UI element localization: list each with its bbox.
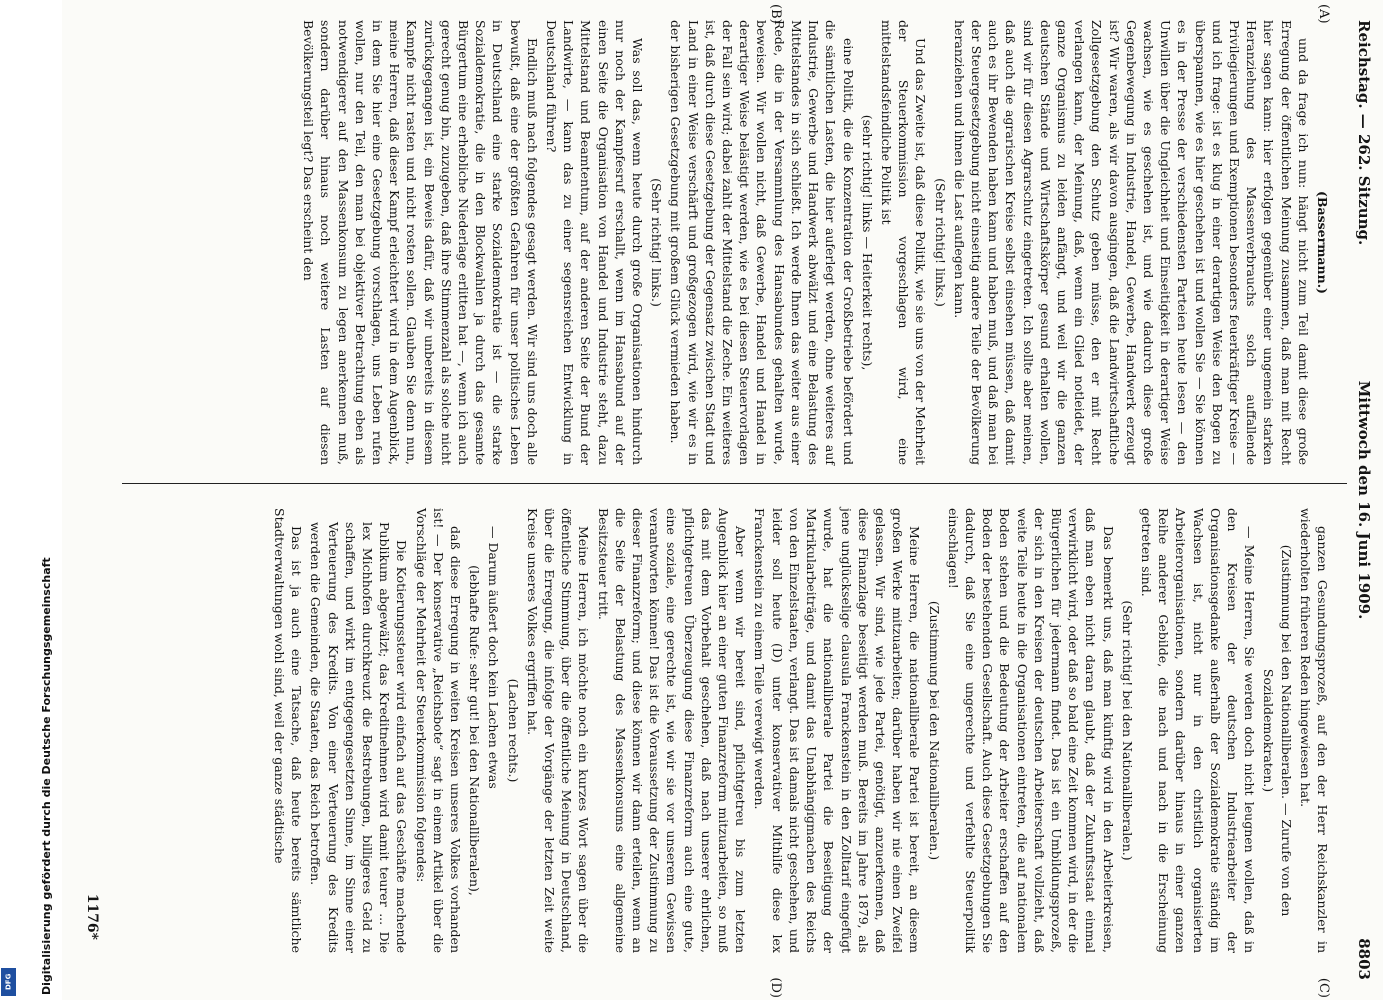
- header-left: Reichstag. — 262. Sitzung.: [1355, 20, 1373, 246]
- scanned-page: [62, 0, 1383, 1000]
- paragraph: Meine Herren, ich möchte noch ein kurzes Wort sagen über die öffentliche Stimmung, über die öffentliche Meinung in Deutschland, über die Erregung, die infolge der Vorgänge der letzten Zeit weite Kreise unseres Volkes ergriffen hat.: [524, 508, 592, 953]
- interjection: (Sehr richtig! links.): [932, 178, 948, 307]
- interjection: (sehr richtig! links — Heiterkeit rechts),: [859, 114, 875, 371]
- paragraph: Und das Zweite ist, daß diese Politik, wie sie uns von der Mehrheit der Steuerkommission vorgeschlagen wird, eine mittelstandsfeindliche Politik ist: [878, 20, 929, 465]
- paragraph: eine Politik, die die Konzentration der Großbetriebe befördert und die sämtlichen Lasten, die hier auferlegt werden, ohne weiteres auf Industrie, Gewerbe und Handwerk abwälzt und eine Belastung des Mittelstandes in sich schließt. Ich werde Ihnen das weiter aus einer Rede, die in der Versammlung des Hansabundes gehalten wurde, beweisen. Wir wollen nicht, daß Gewerbe, Handel und Handel in derartiger Weise belästigt werden, wie es bei diesen Steuervorlagen der Fall sein wird; dabei zahlt der Mittelstand die Zeche. Ein weiteres ist, daß durch diese Gesetzgebung der Gegensatz zwischen Stadt und Land in einer Weise verschärft und großgezogen wird, wie wir es in der bisherigen Gesetzgebung mit großem Glück vermieden haben.: [668, 20, 856, 465]
- margin-mark-c: (C): [1316, 977, 1331, 998]
- paragraph: Meine Herren, die nationalliberale Partei ist bereit, an diesem großen Werke mitzuarbeiten; darüber haben wir nie einen Zweifel gelassen. Wir sind, wie jede Partei, genötigt, anzuerkennen, daß diese Finanzlage beseitigt werden muß. Bereits im Jahre 1879, als jene unglückselige clausula Franckenstein in den Zolltarif eingefügt wurde, hat die nationalliberale Partei die Beseitigung der Matrikularbeiträge, und damit das Unabhängigmachen des Reichs von den Einzelstaaten, verlangt. Das ist damals nicht geschehen, und leider soll heute (D) unter konservativer Mithilfe diese lex Franckenstein zu einem Teile verewigt werden.: [752, 508, 923, 953]
- speaker-name: (Bassermann.): [1315, 191, 1330, 294]
- interjection: (Sehr richtig! links.): [649, 178, 665, 307]
- paragraph: — Darum äußert doch kein Lachen etwas: [486, 526, 502, 789]
- right-column: [269, 508, 1331, 953]
- paragraph: und da frage ich nun: hängt nicht zum Teil damit diese große Erregung der öffentlichen Meinung zusammen, daß man mit Recht hier sagen kann: hier erfolgen gegenüber einer ungemein starken Heranziehung des Massenverbrauchs solch auffallende Privilegierungen und Exemptionen besonders feuerkräftiger Kreise — und ich frage: ist es klug in einer derartigen Weise den Bogen zu überspannen, wie es hier geschehen ist und wollen Sie — Sie können es in der Presse der verschiedensten Parteien heute lesen — den Unwillen über die Ungleichheit und Einseitigkeit in derartiger Weise wachsen, wie es geschehen ist, und wie dadurch diese große Gegenbewegung in Industrie, Handel, Gewerbe, Handwerk erzeugt ist? Wir waren, als wir davon ausgingen, daß die Landwirtschaftliche Zollgesetzgebung den Schutz geben müsse, den er mit Recht verlangen kann, der Meinung, daß, wenn ein Glied notleidet, der ganze Organismus zu leiden anfängt, und weil wir die ganzen deutschen Stände und Wirtschaftskörper gesund erhalten wollen, sind wir für diesen Agrarschutz eingetreten. Ich sollte aber meinen, daß auch die agrarischen Kreise selbst einsehen müssen, daß damit auch es ihr Bewenden haben kann und haben muß, und daß man bei der Steuergesetzgebung nicht einseitig andere Teile der Bevölkerung heranziehen und ihnen die Last auflegen kann.: [951, 20, 1311, 465]
- margin-mark-b: (B): [768, 4, 783, 24]
- paragraph: Das bemerkt uns, daß man künftig wird in den Arbeiterkreisen, daß man eben nicht daran glaubt, daß der Zukunftsstaat einmal verwirklicht wird, oder daß so bald eine Zeit kommen wird, in der die Bürgerlichen für jedermann findet. Das ist ein Umbildungsprozeß, der sich in den Kreisen der deutschen Arbeiterschaft vollzieht, daß weite Teile heute in die Organisationen eintreten, die auf nationalem Boden stehen und die Bedeutung der Arbeiter erschaffen auf den Boden der bestehenden Gesellschaft. Auch diese Gesetzgebungen Sie dadurch, daß Sie eine ungerechte und verfehlte Steuerpolitik einschlagen!: [945, 508, 1116, 953]
- paragraph: Was soll das, wenn heute durch große Organisationen hindurch nur noch der Kampfesruf erschallt, wenn im Hansabund auf der einen Seite die Organisation von Handel und Industrie steht, dazu Mittelstand und Beamtentum, auf der anderen Seite der Bund der Landwirte, — kann das zu einer segensreichen Entwicklung in Deutschland führen?: [544, 20, 646, 465]
- header-date: Mittwoch den 16. Juni 1909.: [1355, 380, 1373, 620]
- paragraph: ganzen Gesundungsprozeß, auf den der Herr Reichskanzler in wiederholten früheren Reden hingewiesen hat.: [1297, 508, 1330, 953]
- column-divider: [122, 483, 1347, 484]
- interjection: (Lachen rechts.): [505, 678, 521, 783]
- signature-mark: 1176*: [84, 893, 100, 940]
- interjection: (Sehr richtig! bei den Nationalliberalen.): [1119, 600, 1135, 861]
- interjection: (Zustimmung bei den Nationalliberalen. — Zurufe von den Sozialdemokraten.): [1261, 544, 1294, 917]
- page-number: 8803: [1355, 938, 1373, 980]
- paragraph: daß diese Erregung in weiten Kreisen unseres Volkes vorhanden ist! — Der konservative „Reichsbote“ sagt in einem Artikel über die Vorschläge der Mehrheit der Steuerkommission folgendes:: [413, 508, 464, 953]
- paragraph: Endlich muß nach folgendes gesagt werden. Wir sind uns doch alle bewußt, daß eine der größten Gefahren für unser politisches Leben in Deutschland eine starke Sozialdemokratie ist — die starke Sozialdemokratie, die in den Blockwahlen ja durch das gesamte Bürgertum eine erhebliche Niederlage erlitten hat —, wenn ich auch gerecht genug bin, zuzugeben, daß ihre Stimmenzahl als solche nicht zurückgegangen ist, ein Beweis dafür, daß wir unbereits in diesem Kampfe nicht rasten und nicht rosten sollen. Glauben Sie denn nun, meine Herren, daß dieser Kampf erleichtert wird in dem Augenblick, in dem Sie hier eine Gesetzgebung vorschlagen, uns Leben rufen wollen, nur den Teil, den man bei objektiver Betrachtung eben als notwendigerer auf den Massenkonsum zu legen anerkennen muß, sondern darüber hinaus noch weitere Lasten auf diesen Bevölkerungsteil legt? Das erscheint den: [301, 20, 540, 465]
- margin-mark-a: (A): [1316, 4, 1331, 24]
- dfg-logo: DFG: [1, 968, 16, 996]
- digitization-credit-strip: [0, 0, 62, 1000]
- page-header: [1353, 20, 1375, 980]
- paragraph: Das ist ja auch eine Tatsache, daß heute bereits sämtliche Stadtverwaltungen wohl sind, weil der ganze städtische: [272, 508, 305, 953]
- quotation: Die Kotierungssteuer wird einfach auf das Geschäfte machende Publikum abgewälzt; das Kreditnehmen wird damit teurer ... Die lex Michhofen durchkreuzt die Bestrebungen, billigeres Geld zu schaffen, und wirkt im entgegengesetzten Sinne, im Sinne einer Verteuerung des Kredits. Von einer Verteuerung des Kredits werden die Gemeinden, die Staaten, das Reich betroffen.: [308, 522, 410, 953]
- credit-text: Digitalisierung gefördert durch die Deutsche Forschungsgemeinschaft: [40, 557, 53, 995]
- margin-mark-d: (D): [768, 977, 783, 998]
- left-column: [298, 20, 1331, 465]
- rotated-page-content: [62, 0, 1383, 1000]
- paragraph: Aber wenn wir bereit sind, pflichtgetreu bis zum letzten Augenblick hier an einer guten Finanzreform mitzuarbeiten, so muß das mit dem Vorbehalt geschehen, daß nach unserer ehrlichen, pflichtgetreuen Überzeugung diese Finanzreform auch eine gute, eine soziale, eine gerechte ist, wie wir sie vor unserem Gewissen verantworten können! Das ist die Voraussetzung der Zustimmung zu dieser Finanzreform; und diese können wir dann erteilen, wenn an die Seite der Belastung des Massenkonsums eine allgemeine Besitzsteuer tritt.: [595, 508, 749, 953]
- interjection: (lebhafte Rufe: sehr gut! bei den Nationalliberalen),: [467, 565, 483, 896]
- interjection: (Zustimmung bei den Nationalliberalen.): [926, 600, 942, 861]
- paragraph: — Meine Herren, Sie werden doch nicht leugnen wollen, daß in den Kreisen der deutschen Industriearbeiter der Organisationsgedanke außerhalb der Sozialdemokratie ständig im Wachsen ist, nicht nur in den christlich organisierten Arbeiterorganisationen, sondern darüber hinaus in einer ganzen Reihe anderer Gebilde, die nach und nach in die Erscheinung getreten sind.: [1138, 508, 1258, 953]
